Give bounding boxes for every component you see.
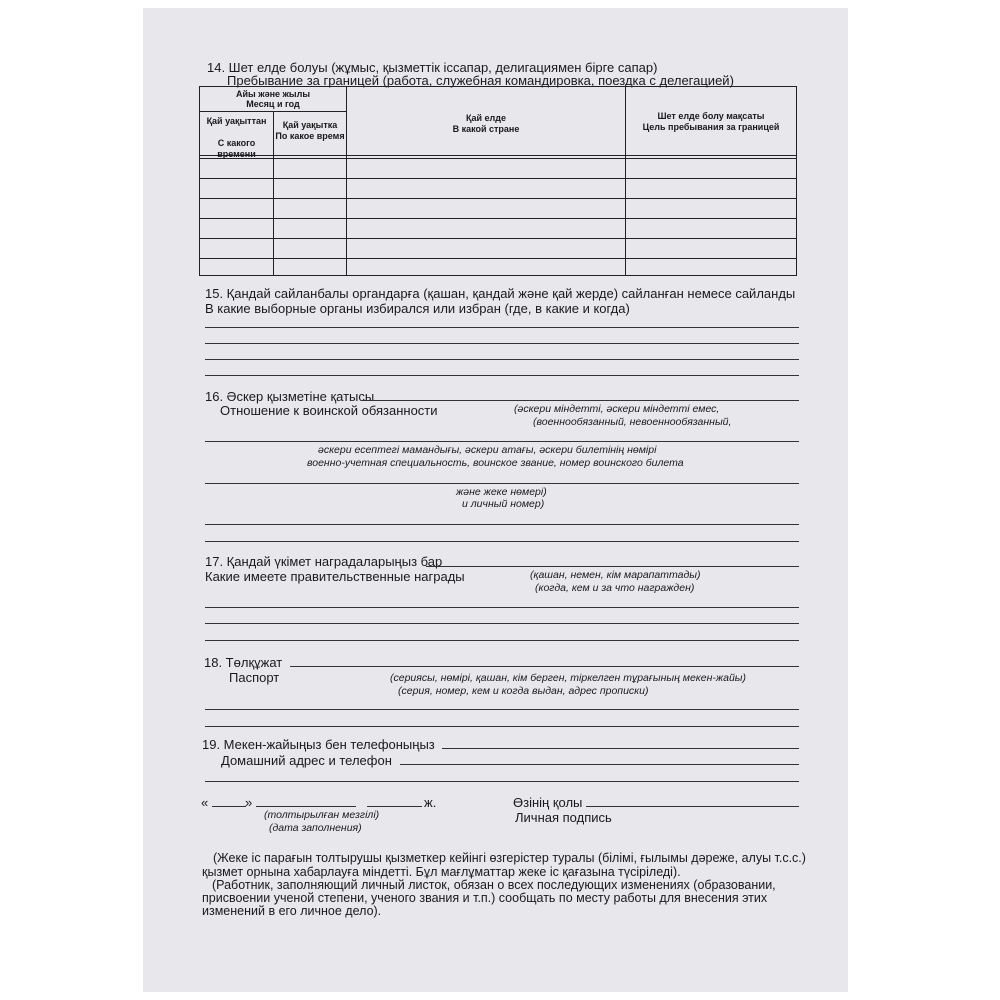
s15-title-kz: 15. Қандай сайланбалы органдарға (қашан, қандай және қай жерде) сайланған немесе сайланды — [205, 286, 796, 301]
fill-line[interactable] — [205, 441, 799, 442]
fill-line[interactable] — [205, 709, 799, 710]
fill-line[interactable] — [205, 726, 799, 727]
fill-line[interactable] — [362, 400, 799, 401]
date-day-field[interactable] — [212, 806, 246, 807]
col-line-1 — [273, 111, 274, 276]
date-year-field[interactable] — [367, 806, 422, 807]
s17-hint-ru: (когда, кем и за что награжден) — [535, 582, 695, 594]
note-kz-line1: (Жеке іс парағын толтырушы қызметкер кейінгі өзгерістер туралы (білімі, ғылымы дәреже, алуы т.с.с.) — [213, 851, 806, 865]
fill-line[interactable] — [205, 343, 799, 344]
col-line-3 — [625, 86, 626, 276]
s19-title-ru: Домашний адрес и телефон — [221, 753, 392, 768]
fill-line[interactable] — [205, 781, 799, 782]
s18-hint-kz: (сериясы, нөмірі, қашан, кім берген, тіркелген тұрағының мекен-жайы) — [390, 672, 747, 684]
signature-label-ru: Личная подпись — [515, 810, 612, 825]
note-ru-line2: присвоении ученой степени, ученого звания и т.п.) сообщать по месту работы для внесения этих — [202, 891, 768, 905]
table-row — [199, 198, 797, 199]
s18-title-ru: Паспорт — [229, 670, 280, 685]
th-country-ru: В какой стране — [452, 124, 520, 134]
th-from-kz: Қай уақыттан — [206, 116, 267, 126]
fill-line[interactable] — [290, 666, 799, 667]
s17-title-ru: Какие имеете правительственные награды — [205, 569, 465, 584]
s16-hint1-ru: (военнообязанный, невоеннообязанный, — [533, 416, 732, 428]
table-row — [199, 178, 797, 179]
s14-title-kz: 14. Шет елде болуы (жұмыс, қызметтік іссапар, делигациямен бірге сапар) — [207, 60, 658, 75]
date-hint-ru: (дата заполнения) — [269, 822, 362, 834]
date-close-quote: » — [245, 795, 253, 810]
note-kz-line2: қызмет орнына хабарлауға міндетті. Бұл мағлұматтар жеке іс қағазына түсіріледі). — [202, 865, 681, 879]
fill-line[interactable] — [442, 748, 799, 749]
th-purpose-kz: Шет елде болу мақсаты — [657, 111, 765, 121]
table-header-line — [199, 155, 797, 156]
table-row — [199, 238, 797, 239]
s16-hint3-ru: и личный номер) — [462, 498, 545, 510]
s14-title-ru: Пребывание за границей (работа, служебная командировка, поездка с делегацией) — [227, 73, 734, 88]
fill-line[interactable] — [205, 375, 799, 376]
s16-title-ru: Отношение к воинской обязанности — [220, 403, 438, 418]
col-line-2 — [346, 86, 347, 276]
table-header-line-2 — [199, 158, 797, 159]
fill-line[interactable] — [205, 607, 799, 608]
s16-hint2-kz: әскери есептегі мамандығы, әскери атағы, әскери билетінің нөмірі — [318, 444, 657, 456]
note-ru-line1: (Работник, заполняющий личный листок, обязан о всех последующих изменениях (образовании, — [212, 878, 776, 892]
th-to-ru: По какое время — [275, 131, 345, 141]
date-month-field[interactable] — [256, 806, 356, 807]
signature-field[interactable] — [586, 806, 799, 807]
s15-title-ru: В какие выборные органы избирался или избран (где, в какие и когда) — [205, 301, 630, 316]
fill-line[interactable] — [205, 327, 799, 328]
fill-line[interactable] — [205, 623, 799, 624]
th-to-kz: Қай уақытка — [282, 120, 338, 130]
s16-hint1-kz: (әскери міндетті, әскери міндетті емес, — [514, 403, 720, 415]
th-from-ru: С какого времени — [217, 138, 256, 159]
date-open-quote: « — [201, 795, 209, 810]
s17-title-kz: 17. Қандай үкімет наградаларыңыз бар — [205, 554, 443, 569]
note-ru-line3: изменений в его личное дело). — [202, 904, 382, 918]
s18-hint-ru: (серия, номер, кем и когда выдан, адрес прописки) — [398, 685, 649, 697]
fill-line[interactable] — [205, 483, 799, 484]
th-purpose-ru: Цель пребывания за границей — [642, 122, 780, 132]
s16-title-kz: 16. Әскер қызметіне қатысы — [205, 389, 375, 404]
fill-line[interactable] — [205, 541, 799, 542]
fill-line[interactable] — [426, 566, 799, 567]
fill-line[interactable] — [400, 764, 799, 765]
s19-title-kz: 19. Мекен-жайыңыз бен телефоныңыз — [202, 737, 435, 752]
s16-hint2-ru: военно-учетная специальность, воинское звание, номер воинского билета — [307, 457, 684, 469]
fill-line[interactable] — [205, 524, 799, 525]
table-row — [199, 258, 797, 259]
th-month-year-kz: Айы және жылы — [235, 89, 311, 99]
fill-line[interactable] — [205, 640, 799, 641]
year-suffix: ж. — [424, 795, 437, 810]
s18-title-kz: 18. Төлқұжат — [204, 655, 283, 670]
th-month-year-ru: Месяц и год — [246, 99, 300, 109]
signature-label-kz: Өзінің қолы — [513, 795, 583, 810]
fill-line[interactable] — [205, 359, 799, 360]
date-hint-kz: (толтырылған мезгілі) — [264, 809, 380, 821]
th-country-kz: Қай елде — [466, 113, 506, 123]
table-row — [199, 218, 797, 219]
s17-hint-kz: (қашан, немен, кім марапаттады) — [530, 569, 701, 581]
s16-hint3-kz: және жеке нөмері) — [456, 486, 547, 498]
